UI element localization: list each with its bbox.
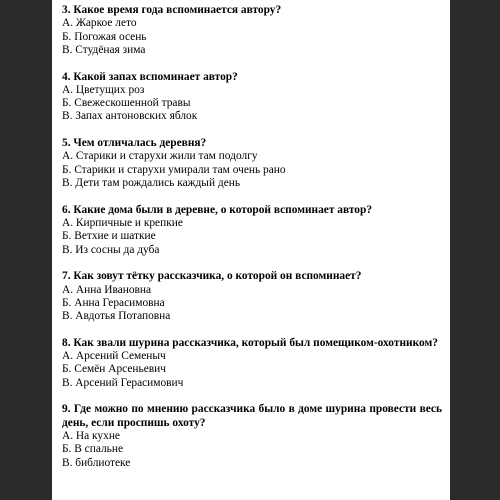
- answer-option-a: А. Цветущих роз: [62, 83, 145, 96]
- quiz-content: [62, 4, 442, 483]
- question-title: 8. Как звали шурина рассказчика, который был помещиком-охотником?: [62, 336, 438, 349]
- answer-option-b: Б. Анна Герасимовна: [62, 296, 165, 309]
- answer-option-c: В. библиотеке: [62, 456, 131, 469]
- answer-option-c: В. Запах антоновских яблок: [62, 110, 198, 123]
- question-title: 4. Какой запах вспоминает автор?: [62, 70, 238, 83]
- answer-option-b: Б. Ветхие и шаткие: [62, 230, 156, 243]
- question-title: 6. Какие дома были в деревне, о которой вспоминает автор?: [62, 203, 373, 216]
- question-6: [62, 204, 442, 257]
- answer-option-c: В. Авдотья Потаповна: [62, 310, 171, 323]
- answer-option-a: А. Жаркое лето: [62, 17, 137, 30]
- question-8: [62, 337, 442, 390]
- question-9: [62, 403, 442, 469]
- question-title: 5. Чем отличалась деревня?: [62, 137, 207, 150]
- answer-option-c: В. Арсений Герасимович: [62, 376, 184, 389]
- question-title: 3. Какое время года вспоминается автору?: [62, 4, 282, 16]
- answer-option-b: Б. Семён Арсеньевич: [62, 363, 166, 376]
- answer-option-c: В. Студёная зима: [62, 43, 146, 56]
- answer-option-a: А. Кирпичные и крепкие: [62, 217, 183, 230]
- answer-option-b: Б. Старики и старухи умирали там очень рано: [62, 163, 286, 176]
- question-7: [62, 270, 442, 323]
- question-5: [62, 137, 442, 190]
- answer-option-c: В. Дети там рождались каждый день: [62, 177, 241, 190]
- question-title: 7. Как зовут тётку рассказчика, о которой он вспоминает?: [62, 270, 362, 283]
- answer-option-c: В. Из сосны да дуба: [62, 243, 160, 256]
- question-4: [62, 71, 442, 124]
- answer-option-a: А. На кухне: [62, 430, 120, 443]
- answer-option-a: А. Анна Ивановна: [62, 283, 152, 296]
- answer-option-b: Б. Свежескошенной травы: [62, 97, 191, 110]
- document-page: [52, 0, 450, 500]
- answer-option-b: Б. Погожая осень: [62, 30, 147, 43]
- answer-option-a: А. Арсений Семеныч: [62, 350, 166, 363]
- answer-option-b: Б. В спальне: [62, 443, 124, 456]
- question-3: [62, 4, 442, 57]
- question-title: 9. Где можно по мнению рассказчика было в доме шурина провести весь день, если проспишь охоту?: [62, 403, 442, 429]
- answer-option-a: А. Старики и старухи жили там подолгу: [62, 150, 258, 163]
